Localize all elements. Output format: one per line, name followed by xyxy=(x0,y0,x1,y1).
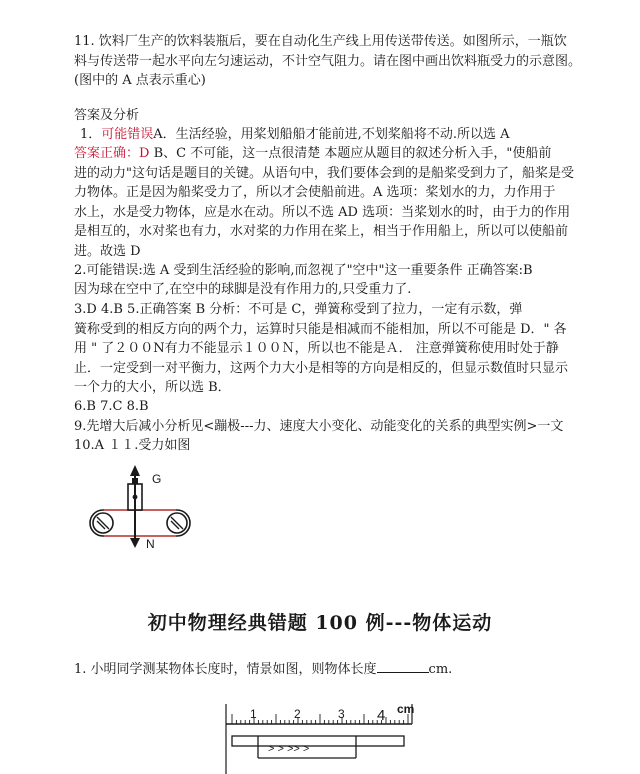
length-question xyxy=(74,661,452,678)
answer-1-line-7: 进。故选 D xyxy=(74,244,141,259)
answer-2-line-2: 因为球在空中了,在空中的球脚是没有作用力的,只受重力了. xyxy=(74,282,412,297)
conveyor-belt xyxy=(90,510,190,536)
answer-3-line-5: 一个力的大小，所以选 B． xyxy=(74,380,231,395)
answer-10-11: 10.A １１.受力如图 xyxy=(74,438,191,453)
answer-1-number: 1． xyxy=(80,127,102,142)
answer-1-line-3: 进的动力"这句话是题目的关键。从语句中，我们要体会到的是船桨受到力了，船桨是受 xyxy=(74,166,574,181)
q11-line-3: (图中的 A 点表示重心) xyxy=(74,73,206,88)
length-unit: cm. xyxy=(428,662,453,677)
ruler-unit-label: cm xyxy=(397,702,415,716)
bottle xyxy=(128,478,142,510)
length-question-text: 1. 小明同学测某物体长度时，情景如图，则物体长度 xyxy=(74,662,377,677)
possible-error-label: 可能错误 xyxy=(101,127,154,142)
normal-force-arrow xyxy=(130,465,140,497)
answer-1-line-1 xyxy=(80,127,509,143)
answer-2-line-1: 2.可能错误:选 A 受到生活经验的影响,而忽视了"空中"这一重要条件 正确答案:B xyxy=(74,263,533,278)
ruler-label-2: 2 xyxy=(294,707,301,721)
answer-1-text: A．生活经验，用桨划船船才能前进,不划桨船将不动.所以选 A xyxy=(153,127,510,142)
q11-line-1: 11. 饮料厂生产的饮料装瓶后，要在自动化生产线上用传送带传送。如图所示，一瓶饮 xyxy=(74,34,567,49)
measured-object: > > >> > xyxy=(268,743,310,755)
normal-label: N xyxy=(146,537,155,551)
q11-line-2: 料与传送带一起水平向左匀速运动，不计空气阻力。请在图中画出饮料瓶受力的示意图。 xyxy=(74,54,582,69)
ruler-label-4: 4 xyxy=(377,707,386,724)
answer-3-line-4: 止．一定受到一对平衡力，这两个力大小是相等的方向是相反的，但显示数值时只显示 xyxy=(74,361,569,376)
answer-1-line-4: 力物体。正是因为船桨受力了，所以才会使船前进。A 选项：桨划水的力，力作用于 xyxy=(74,185,556,200)
answer-blank xyxy=(377,661,429,673)
ruler-label-1: 1 xyxy=(250,707,257,721)
answer-1-line-2-text: B、C 不可能，这一点很清楚 本题应从题目的叙述分析入手，"使船前 xyxy=(149,146,552,161)
answer-9: 9.先增大后减小分析见<蹦极---力、速度大小变化、动能变化的关系的典型实例>一文 xyxy=(74,419,564,434)
answer-3-line-2: 簧称受到的相反方向的两个力，运算时只能是相减而不能相加，所以不可能是 D．" 各 xyxy=(74,322,567,337)
ruler-label-3: 3 xyxy=(338,707,345,721)
answer-1-line-5: 水上，水是受力物体，应是水在动。所以不选 AD 选项：当桨划水的时，由于力的作用 xyxy=(74,205,571,220)
correct-answer-label: 答案正确：D xyxy=(74,146,150,161)
gravity-arrow xyxy=(130,497,140,548)
answers-heading: 答案及分析 xyxy=(74,108,140,123)
answer-1-line-2 xyxy=(74,146,551,162)
left-pulley xyxy=(93,513,113,533)
answer-3-line-1: 3.D 4.B 5.正确答案 B 分析：不可是 C，弹簧称受到了拉力，一定有示数，弹 xyxy=(74,302,523,317)
right-pulley xyxy=(167,513,187,533)
gravity-label: G xyxy=(152,472,162,486)
answer-6-8: 6.B 7.C 8.B xyxy=(74,399,149,414)
answer-3-line-3: 用 " 了２００N有力不能显示１００Ｎ，所以也不能是Ａ． 注意弹簧称使用时处于静 xyxy=(74,341,559,356)
answer-1-line-6: 是相互的，水对桨也有力，水对桨的力作用在桨上，相当于作用船上，所以可以使船前 xyxy=(74,224,569,239)
section-title: 初中物理经典错题 100 例---物体运动 xyxy=(147,612,493,634)
